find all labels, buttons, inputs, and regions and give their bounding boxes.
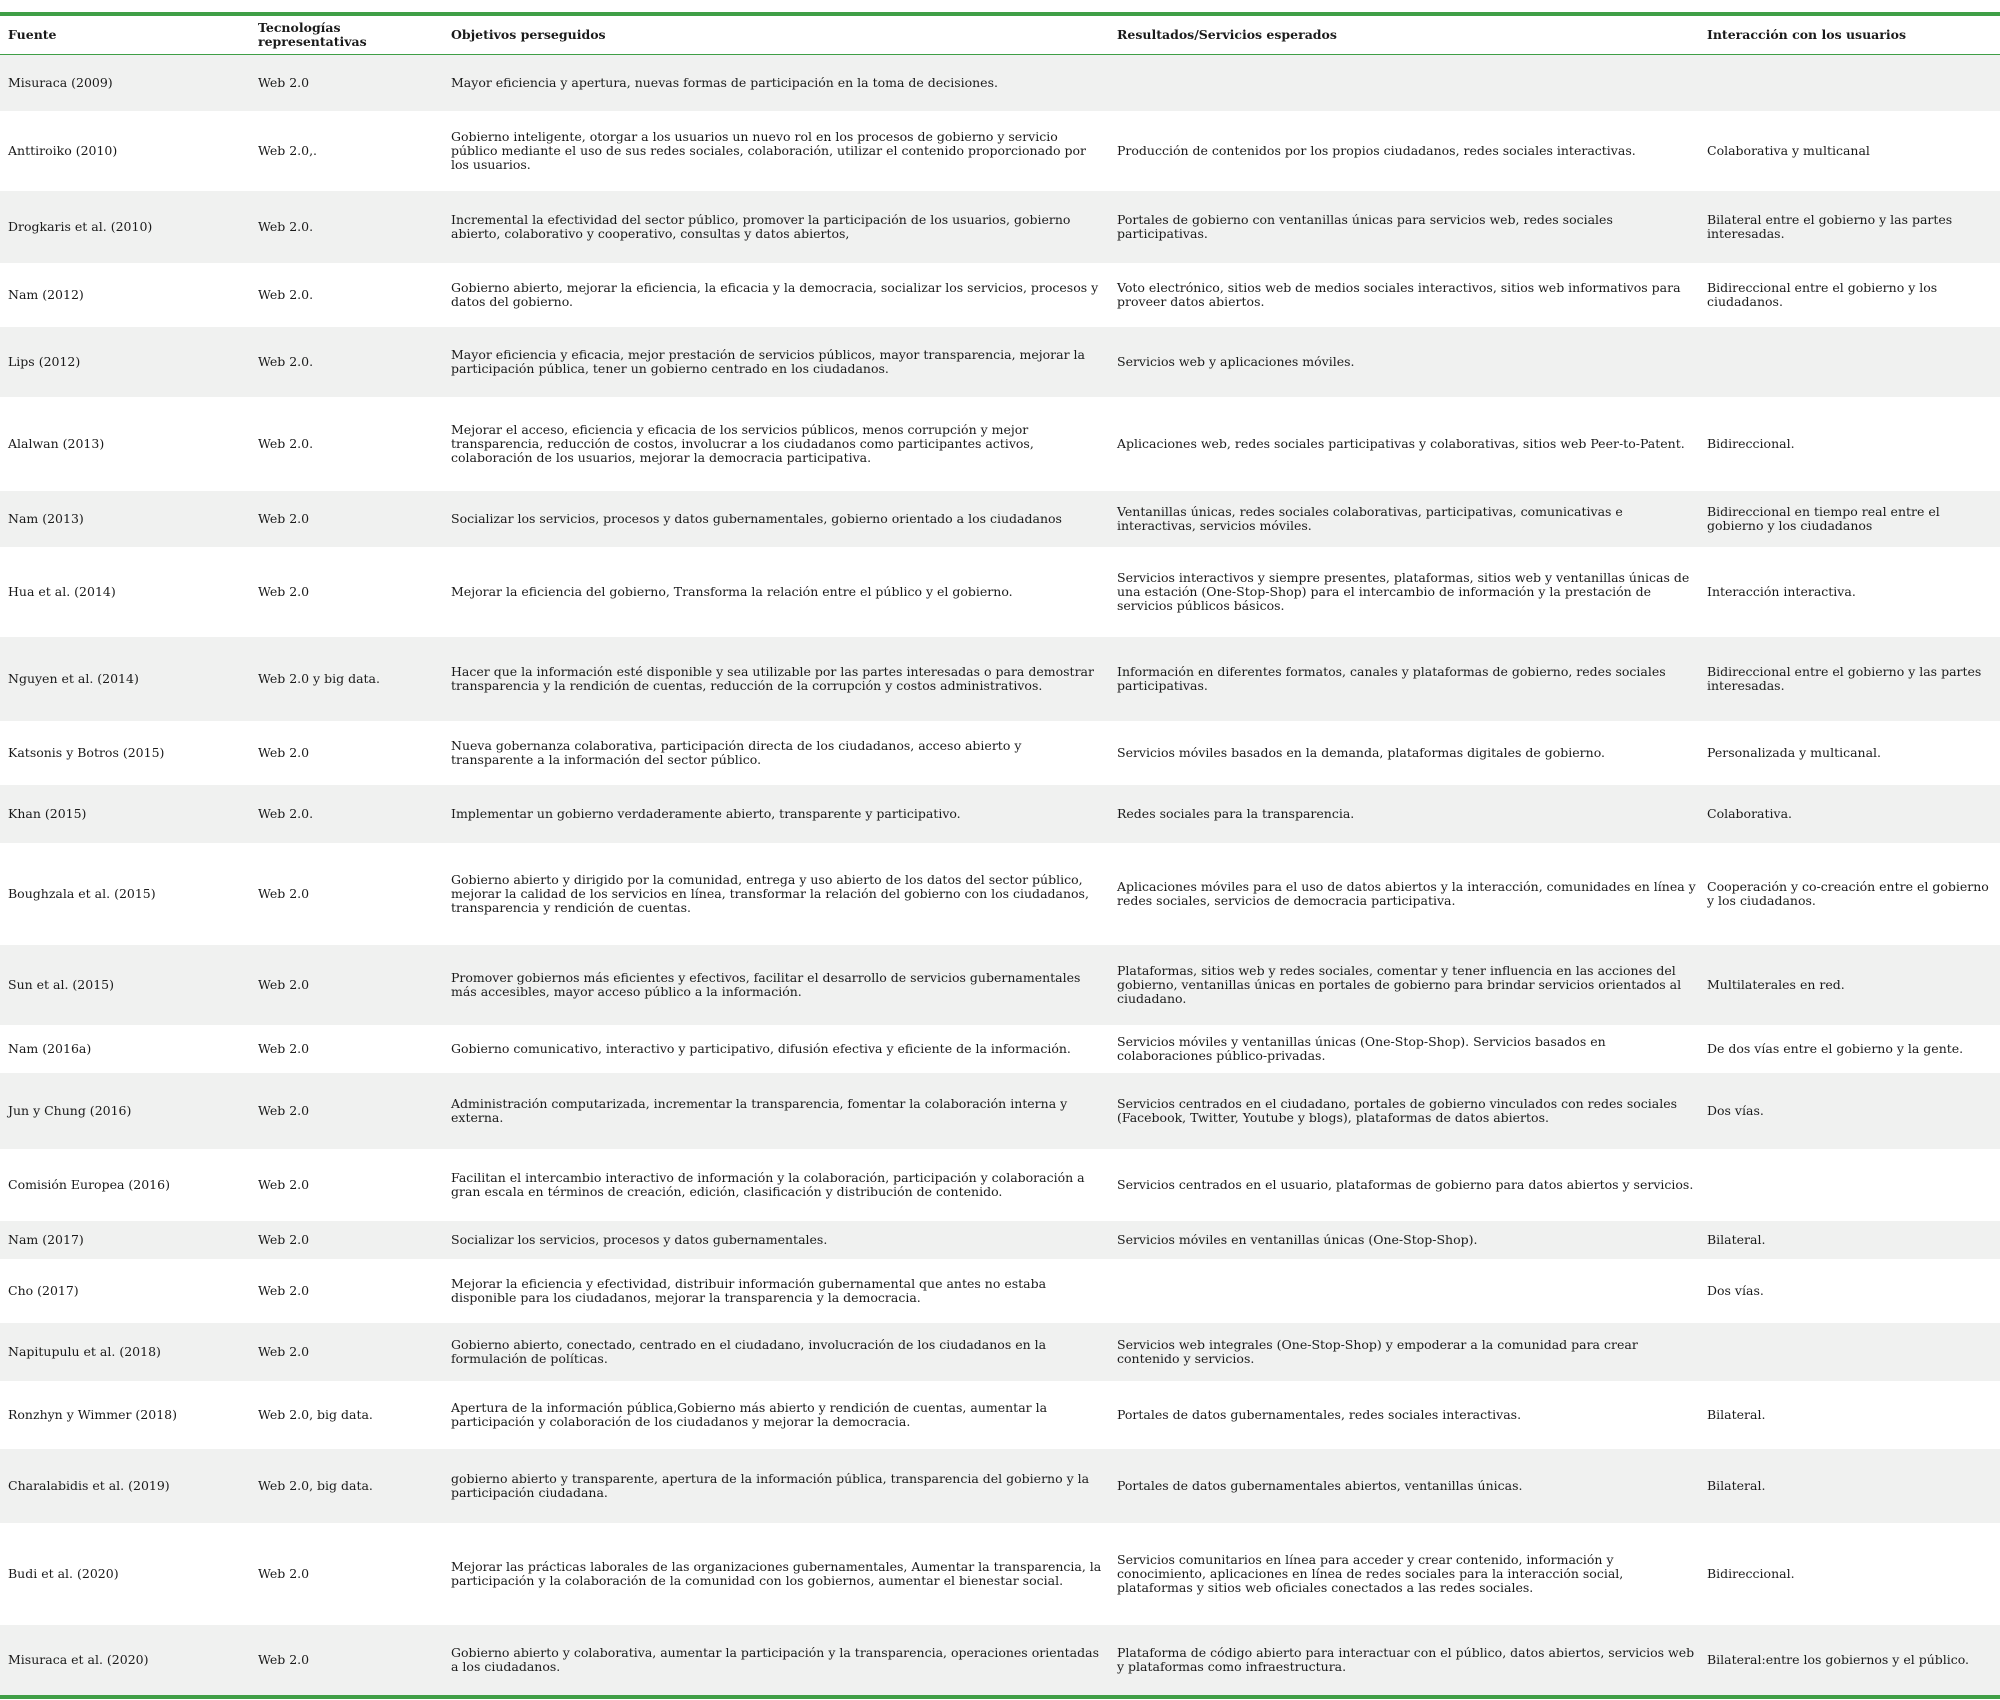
cell-tecnologias: Web 2.0. xyxy=(258,435,314,451)
cell-tecnologias: Web 2.0 xyxy=(258,1102,310,1118)
cell-fuente: Nam (2017) xyxy=(8,1231,84,1247)
cell-objetivos: Mayor eficiencia y eficacia, mejor prestación de servicios públicos, mayor transparencia, mejorar la participación pública, tener un gobierno centrado en los ciudadanos. xyxy=(451,346,1086,376)
cell-resultados: Producción de contenidos por los propios ciudadanos, redes sociales interactivas. xyxy=(1117,142,1636,158)
cell-resultados: Portales de datos gubernamentales abiertos, ventanillas únicas. xyxy=(1117,1477,1523,1493)
cell-fuente: Alalwan (2013) xyxy=(8,435,105,451)
cell-objetivos: Gobierno abierto, conectado, centrado en el ciudadano, involucración de los ciudadanos en la formulación de políticas. xyxy=(451,1336,1047,1366)
cell-objetivos: Promover gobiernos más eficientes y efectivos, facilitar el desarrollo de servicios gubernamentales más accesibles, mayor acceso público a la información. xyxy=(451,969,1081,999)
cell-interaccion: Multilaterales en red. xyxy=(1707,976,1845,992)
cell-fuente: Anttiroiko (2010) xyxy=(8,142,118,158)
table-row xyxy=(0,1025,2000,1073)
cell-resultados: Voto electrónico, sitios web de medios sociales interactivos, sitios web informativos para proveer datos abiertos. xyxy=(1117,279,1681,309)
table-row xyxy=(0,721,2000,785)
header-interaccion: Interacción con los usuarios xyxy=(1699,16,2000,55)
table-row xyxy=(0,397,2000,491)
table-row xyxy=(0,1449,2000,1523)
cell-fuente: Jun y Chung (2016) xyxy=(8,1102,132,1118)
header-row xyxy=(0,16,2000,55)
cell-interaccion xyxy=(1699,1323,2000,1381)
cell-interaccion: Cooperación y co-creación entre el gobierno y los ciudadanos. xyxy=(1707,878,1989,908)
cell-resultados: Plataforma de código abierto para interactuar con el público, datos abiertos, servicios web y plataformas como infraestructura. xyxy=(1117,1644,1695,1674)
cell-interaccion: Personalizada y multicanal. xyxy=(1707,744,1882,760)
cell-tecnologias: Web 2.0 xyxy=(258,510,310,526)
table-row xyxy=(0,945,2000,1025)
cell-tecnologias: Web 2.0 xyxy=(258,1651,310,1667)
table-row xyxy=(0,263,2000,327)
cell-objetivos: Incremental la efectividad del sector público, promover la participación de los usuarios, gobierno abierto, colaborativo y cooperativo, consultas y datos abiertos, xyxy=(451,211,1071,241)
cell-fuente: Comisión Europea (2016) xyxy=(8,1176,170,1192)
cell-objetivos: Gobierno comunicativo, interactivo y participativo, difusión efectiva y eficiente de la información. xyxy=(451,1040,1071,1056)
cell-objetivos: Mejorar la eficiencia del gobierno, Transforma la relación entre el público y el gobierno. xyxy=(451,583,1013,599)
cell-resultados: Servicios interactivos y siempre presentes, plataformas, sitios web y ventanillas únicas de una estación (One-Stop-Shop) para el intercambio de información y la prestación de servicios públicos básicos. xyxy=(1117,569,1690,613)
cell-resultados: Información en diferentes formatos, canales y plataformas de gobierno, redes sociales participativas. xyxy=(1117,663,1666,693)
cell-objetivos: Socializar los servicios, procesos y datos gubernamentales. xyxy=(451,1231,828,1247)
header-objetivos: Objetivos perseguidos xyxy=(443,16,1109,55)
cell-interaccion: Bilateral. xyxy=(1707,1231,1766,1247)
cell-interaccion: Colaborativa y multicanal xyxy=(1707,142,1870,158)
cell-objetivos: Nueva gobernanza colaborativa, participación directa de los ciudadanos, acceso abierto y transparente a la información del sector público. xyxy=(451,737,1022,767)
cell-interaccion: Bidireccional en tiempo real entre el gobierno y los ciudadanos xyxy=(1707,503,1940,533)
cell-objetivos: Hacer que la información esté disponible y sea utilizable por las partes interesadas o para demostrar transparencia y la rendición de cuentas, reducción de la corrupción y costos administrativos. xyxy=(451,663,1094,693)
cell-fuente: Budi et al. (2020) xyxy=(8,1565,119,1581)
cell-interaccion: Bidireccional. xyxy=(1707,1565,1795,1581)
cell-fuente: Katsonis y Botros (2015) xyxy=(8,744,165,760)
table-row xyxy=(0,547,2000,637)
cell-fuente: Nam (2012) xyxy=(8,286,84,302)
cell-fuente: Misuraca (2009) xyxy=(8,74,113,90)
table-row xyxy=(0,1149,2000,1221)
cell-tecnologias: Web 2.0 xyxy=(258,1343,310,1359)
cell-resultados: Plataformas, sitios web y redes sociales, comentar y tener influencia en las acciones del gobierno, ventanillas únicas en portales de gobierno para brindar servicios orientados al ciudadano. xyxy=(1117,962,1682,1006)
table-row xyxy=(0,1381,2000,1449)
cell-interaccion xyxy=(1699,327,2000,397)
cell-objetivos: Mejorar la eficiencia y efectividad, distribuir información gubernamental que antes no estaba disponible para los ciudadanos, mejorar la transparencia y la democracia. xyxy=(451,1275,1047,1305)
cell-tecnologias: Web 2.0,. xyxy=(258,142,318,158)
cell-resultados: Servicios móviles y ventanillas únicas (One-Stop-Shop). Servicios basados en colaboraciones público-privadas. xyxy=(1117,1033,1606,1063)
cell-interaccion: Bidireccional entre el gobierno y las partes interesadas. xyxy=(1707,663,1982,693)
table-row xyxy=(0,785,2000,843)
cell-fuente: Lips (2012) xyxy=(8,353,81,369)
cell-objetivos: Mayor eficiencia y apertura, nuevas formas de participación en la toma de decisiones. xyxy=(451,74,998,90)
cell-resultados: Ventanillas únicas, redes sociales colaborativas, participativas, comunicativas e interactivas, servicios móviles. xyxy=(1117,503,1623,533)
cell-interaccion xyxy=(1699,55,2000,111)
cell-resultados: Redes sociales para la transparencia. xyxy=(1117,805,1355,821)
table-row xyxy=(0,327,2000,397)
cell-resultados: Servicios comunitarios en línea para acceder y crear contenido, información y conocimiento, aplicaciones en línea de redes sociales para la interacción social, plataformas y sitios web oficiales conectados a las redes sociales. xyxy=(1117,1551,1624,1595)
cell-fuente: Misuraca et al. (2020) xyxy=(8,1651,149,1667)
cell-resultados xyxy=(1109,1259,1699,1323)
cell-fuente: Sun et al. (2015) xyxy=(8,976,114,992)
cell-resultados: Servicios web integrales (One-Stop-Shop) y empoderar a la comunidad para crear contenido y servicios. xyxy=(1117,1336,1638,1366)
cell-resultados: Servicios centrados en el ciudadano, portales de gobierno vinculados con redes sociales (Facebook, Twitter, Youtube y blogs), plataformas de datos abiertos. xyxy=(1117,1095,1678,1125)
cell-tecnologias: Web 2.0 xyxy=(258,74,310,90)
cell-objetivos: Apertura de la información pública,Gobierno más abierto y rendición de cuentas, aumentar la participación y colaboración de los ciudadanos y mejorar la democracia. xyxy=(451,1399,1048,1429)
cell-fuente: Boughzala et al. (2015) xyxy=(8,885,156,901)
cell-tecnologias: Web 2.0. xyxy=(258,286,314,302)
table-row xyxy=(0,1323,2000,1381)
cell-fuente: Drogkaris et al. (2010) xyxy=(8,218,153,234)
table-row xyxy=(0,1221,2000,1259)
cell-objetivos: Facilitan el intercambio interactivo de información y la colaboración, participación y colaboración a gran escala en términos de creación, edición, clasificación y distribución de contenido. xyxy=(451,1169,1085,1199)
cell-objetivos: Gobierno inteligente, otorgar a los usuarios un nuevo rol en los procesos de gobierno y servicio público mediante el uso de sus redes sociales, colaboración, utilizar el contenido proporcionado por los usuarios. xyxy=(451,128,1087,172)
cell-tecnologias: Web 2.0. xyxy=(258,805,314,821)
cell-interaccion: Bidireccional entre el gobierno y los ciudadanos. xyxy=(1707,279,1938,309)
cell-objetivos: Socializar los servicios, procesos y datos gubernamentales, gobierno orientado a los ciudadanos xyxy=(451,510,1062,526)
cell-interaccion: Interacción interactiva. xyxy=(1707,583,1856,599)
cell-tecnologias: Web 2.0 xyxy=(258,1176,310,1192)
cell-fuente: Khan (2015) xyxy=(8,805,87,821)
cell-resultados: Aplicaciones web, redes sociales participativas y colaborativas, sitios web Peer-to-Patent. xyxy=(1117,435,1685,451)
cell-resultados: Servicios centrados en el usuario, plataformas de gobierno para datos abiertos y servicios. xyxy=(1117,1176,1694,1192)
cell-tecnologias: Web 2.0 xyxy=(258,885,310,901)
cell-objetivos: Mejorar el acceso, eficiencia y eficacia de los servicios públicos, menos corrupción y mejor transparencia, reducción de costos, involucrar a los ciudadanos como participantes activos, colaboración de los usuarios, mejorar la democracia participativa. xyxy=(451,421,1034,465)
table-row xyxy=(0,191,2000,263)
cell-objetivos: Gobierno abierto y colaborativa, aumentar la participación y la transparencia, operaciones orientadas a los ciudadanos. xyxy=(451,1644,1099,1674)
cell-tecnologias: Web 2.0 xyxy=(258,1231,310,1247)
cell-objetivos: Mejorar las prácticas laborales de las organizaciones gubernamentales, Aumentar la transparencia, la participación y la colaboración de la comunidad con los gobiernos, aumentar el bienestar social. xyxy=(451,1558,1102,1588)
table-row xyxy=(0,111,2000,191)
cell-tecnologias: Web 2.0 y big data. xyxy=(258,670,380,686)
cell-fuente: Charalabidis et al. (2019) xyxy=(8,1477,170,1493)
cell-resultados: Portales de datos gubernamentales, redes sociales interactivas. xyxy=(1117,1406,1522,1422)
table-row xyxy=(0,491,2000,547)
cell-interaccion: Bilateral. xyxy=(1707,1477,1766,1493)
table-row xyxy=(0,1259,2000,1323)
cell-fuente: Cho (2017) xyxy=(8,1282,79,1298)
cell-fuente: Hua et al. (2014) xyxy=(8,583,116,599)
table-row xyxy=(0,1625,2000,1695)
cell-objetivos: Gobierno abierto y dirigido por la comunidad, entrega y uso abierto de los datos del sector público, mejorar la calidad de los servicios en línea, transformar la relación del gobierno con los ciudadanos, transparencia y rendición de cuentas. xyxy=(451,871,1089,915)
cell-tecnologias: Web 2.0. xyxy=(258,218,314,234)
cell-interaccion: De dos vías entre el gobierno y la gente. xyxy=(1707,1040,1964,1056)
cell-tecnologias: Web 2.0 xyxy=(258,1565,310,1581)
cell-fuente: Napitupulu et al. (2018) xyxy=(8,1343,161,1359)
cell-tecnologias: Web 2.0 xyxy=(258,583,310,599)
table-row xyxy=(0,1523,2000,1625)
cell-tecnologias: Web 2.0 xyxy=(258,744,310,760)
cell-fuente: Ronzhyn y Wimmer (2018) xyxy=(8,1406,177,1422)
cell-fuente: Nguyen et al. (2014) xyxy=(8,670,139,686)
cell-tecnologias: Web 2.0 xyxy=(258,976,310,992)
header-tecnologias: Tecnologías representativas xyxy=(250,16,443,55)
literature-table xyxy=(0,16,2000,1695)
cell-objetivos: gobierno abierto y transparente, apertura de la información pública, transparencia del gobierno y la participación ciudadana. xyxy=(451,1470,1090,1500)
cell-tecnologias: Web 2.0 xyxy=(258,1040,310,1056)
table-header xyxy=(0,16,2000,55)
cell-tecnologias: Web 2.0 xyxy=(258,1282,310,1298)
cell-interaccion xyxy=(1699,1149,2000,1221)
cell-interaccion: Bidireccional. xyxy=(1707,435,1795,451)
cell-tecnologias: Web 2.0, big data. xyxy=(258,1477,373,1493)
cell-interaccion: Colaborativa. xyxy=(1707,805,1793,821)
cell-fuente: Nam (2016a) xyxy=(8,1040,92,1056)
cell-interaccion: Bilateral entre el gobierno y las partes interesadas. xyxy=(1707,211,1953,241)
cell-objetivos: Gobierno abierto, mejorar la eficiencia, la eficacia y la democracia, socializar los servicios, procesos y datos del gobierno. xyxy=(451,279,1099,309)
cell-objetivos: Administración computarizada, incrementar la transparencia, fomentar la colaboración interna y externa. xyxy=(451,1095,1068,1125)
cell-fuente: Nam (2013) xyxy=(8,510,84,526)
cell-resultados: Servicios web y aplicaciones móviles. xyxy=(1117,353,1355,369)
cell-interaccion: Dos vías. xyxy=(1707,1102,1764,1118)
cell-resultados: Servicios móviles basados en la demanda, plataformas digitales de gobierno. xyxy=(1117,744,1605,760)
table-row xyxy=(0,843,2000,945)
cell-objetivos: Implementar un gobierno verdaderamente abierto, transparente y participativo. xyxy=(451,805,961,821)
header-resultados: Resultados/Servicios esperados xyxy=(1109,16,1699,55)
cell-resultados: Portales de gobierno con ventanillas únicas para servicios web, redes sociales participativas. xyxy=(1117,211,1613,241)
cell-interaccion: Dos vías. xyxy=(1707,1282,1764,1298)
cell-resultados: Servicios móviles en ventanillas únicas (One-Stop-Shop). xyxy=(1117,1231,1478,1247)
table-row xyxy=(0,55,2000,111)
cell-interaccion: Bilateral. xyxy=(1707,1406,1766,1422)
table-row xyxy=(0,1073,2000,1149)
cell-tecnologias: Web 2.0. xyxy=(258,353,314,369)
header-fuente: Fuente xyxy=(0,16,250,55)
cell-interaccion: Bilateral:entre los gobiernos y el público. xyxy=(1707,1651,1970,1667)
cell-resultados xyxy=(1109,55,1699,111)
table-body xyxy=(0,55,2000,1695)
table-bottom-rule xyxy=(0,1695,2000,1699)
table-row xyxy=(0,637,2000,721)
cell-resultados: Aplicaciones móviles para el uso de datos abiertos y la interacción, comunidades en línea y redes sociales, servicios de democracia participativa. xyxy=(1117,878,1696,908)
cell-tecnologias: Web 2.0, big data. xyxy=(258,1406,373,1422)
